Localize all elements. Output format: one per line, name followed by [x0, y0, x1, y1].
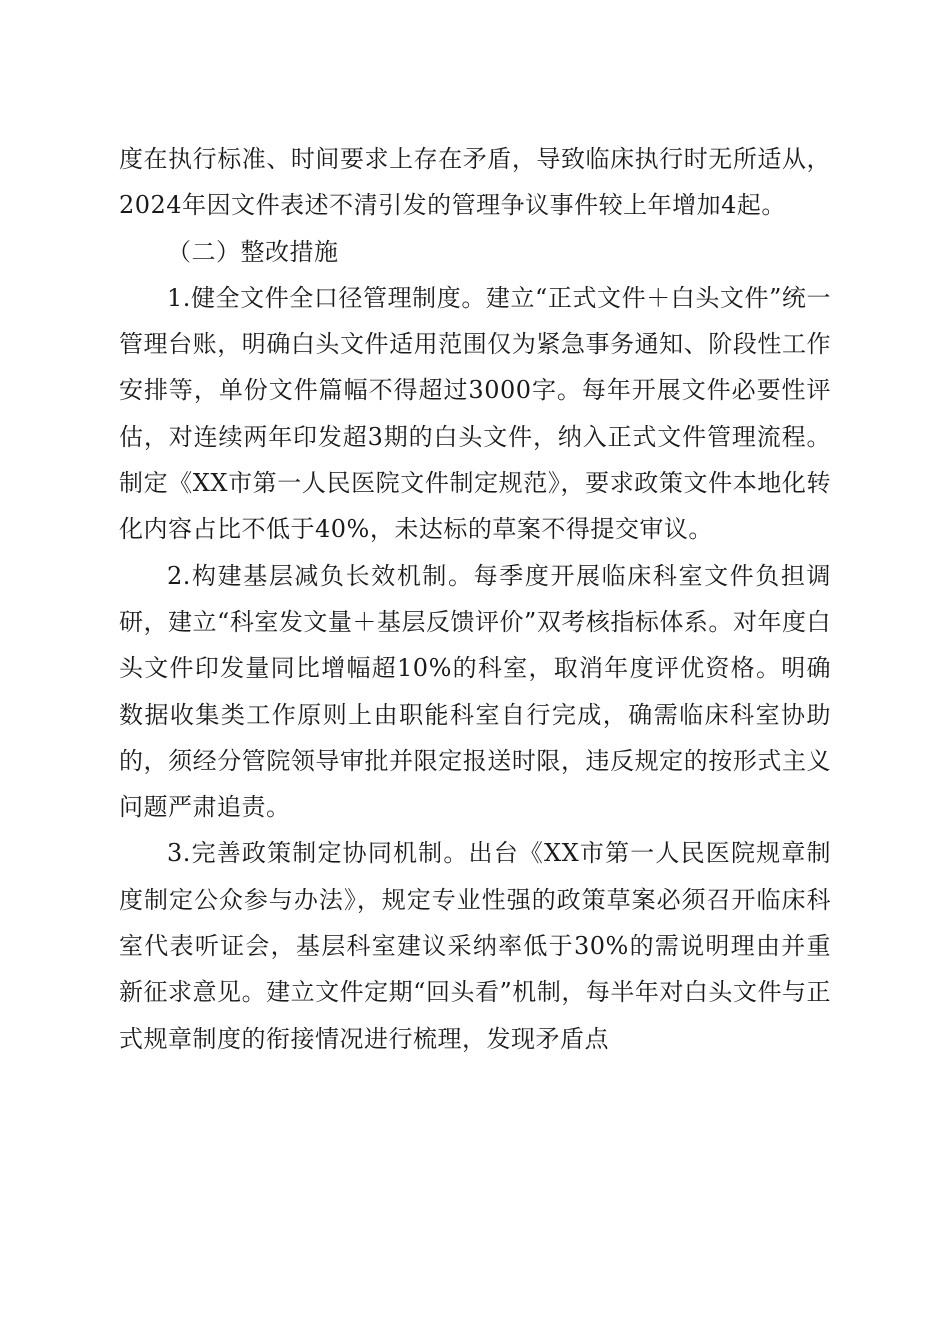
paragraph-measure-2: 2.构建基层减负长效机制。每季度开展临床科室文件负担调研，建立“科室发文量＋基层反馈评价”双考核指标体系。对年度白头文件印发量同比增幅超10%的科室，取消年度评优资格。明确数据收集类工作原则上由职能科室自行完成，确需临床科室协助的，须经分管院领导审批并限定报送时限，违反规定的按形式主义问题严肃追责。: [119, 561, 831, 822]
section-heading-rectification-measures: （二）整改措施: [167, 237, 339, 266]
document-body: [119, 136, 831, 1062]
paragraph-continued: 度在执行标准、时间要求上存在矛盾，导致临床执行时无所适从，2024年因文件表述不清引发的管理争议事件较上年增加4起。: [119, 145, 831, 220]
paragraph-measure-3: 3.完善政策制定协同机制。出台《XX市第一人民医院规章制度制定公众参与办法》，规定专业性强的政策草案必须召开临床科室代表听证会，基层科室建议采纳率低于30%的需说明理由并重新征求意见。建立文件定期“回头看”机制，每半年对白头文件与正式规章制度的衔接情况进行梳理，发现矛盾点: [119, 839, 831, 1053]
paragraph-measure-1: 1.健全文件全口径管理制度。建立“正式文件＋白头文件”统一管理台账，明确白头文件适用范围仅为紧急事务通知、阶段性工作安排等，单份文件篇幅不得超过3000字。每年开展文件必要性评估，对连续两年印发超3期的白头文件，纳入正式文件管理流程。制定《XX市第一人民医院文件制定规范》，要求政策文件本地化转化内容占比不低于40%，未达标的草案不得提交审议。: [119, 283, 831, 544]
